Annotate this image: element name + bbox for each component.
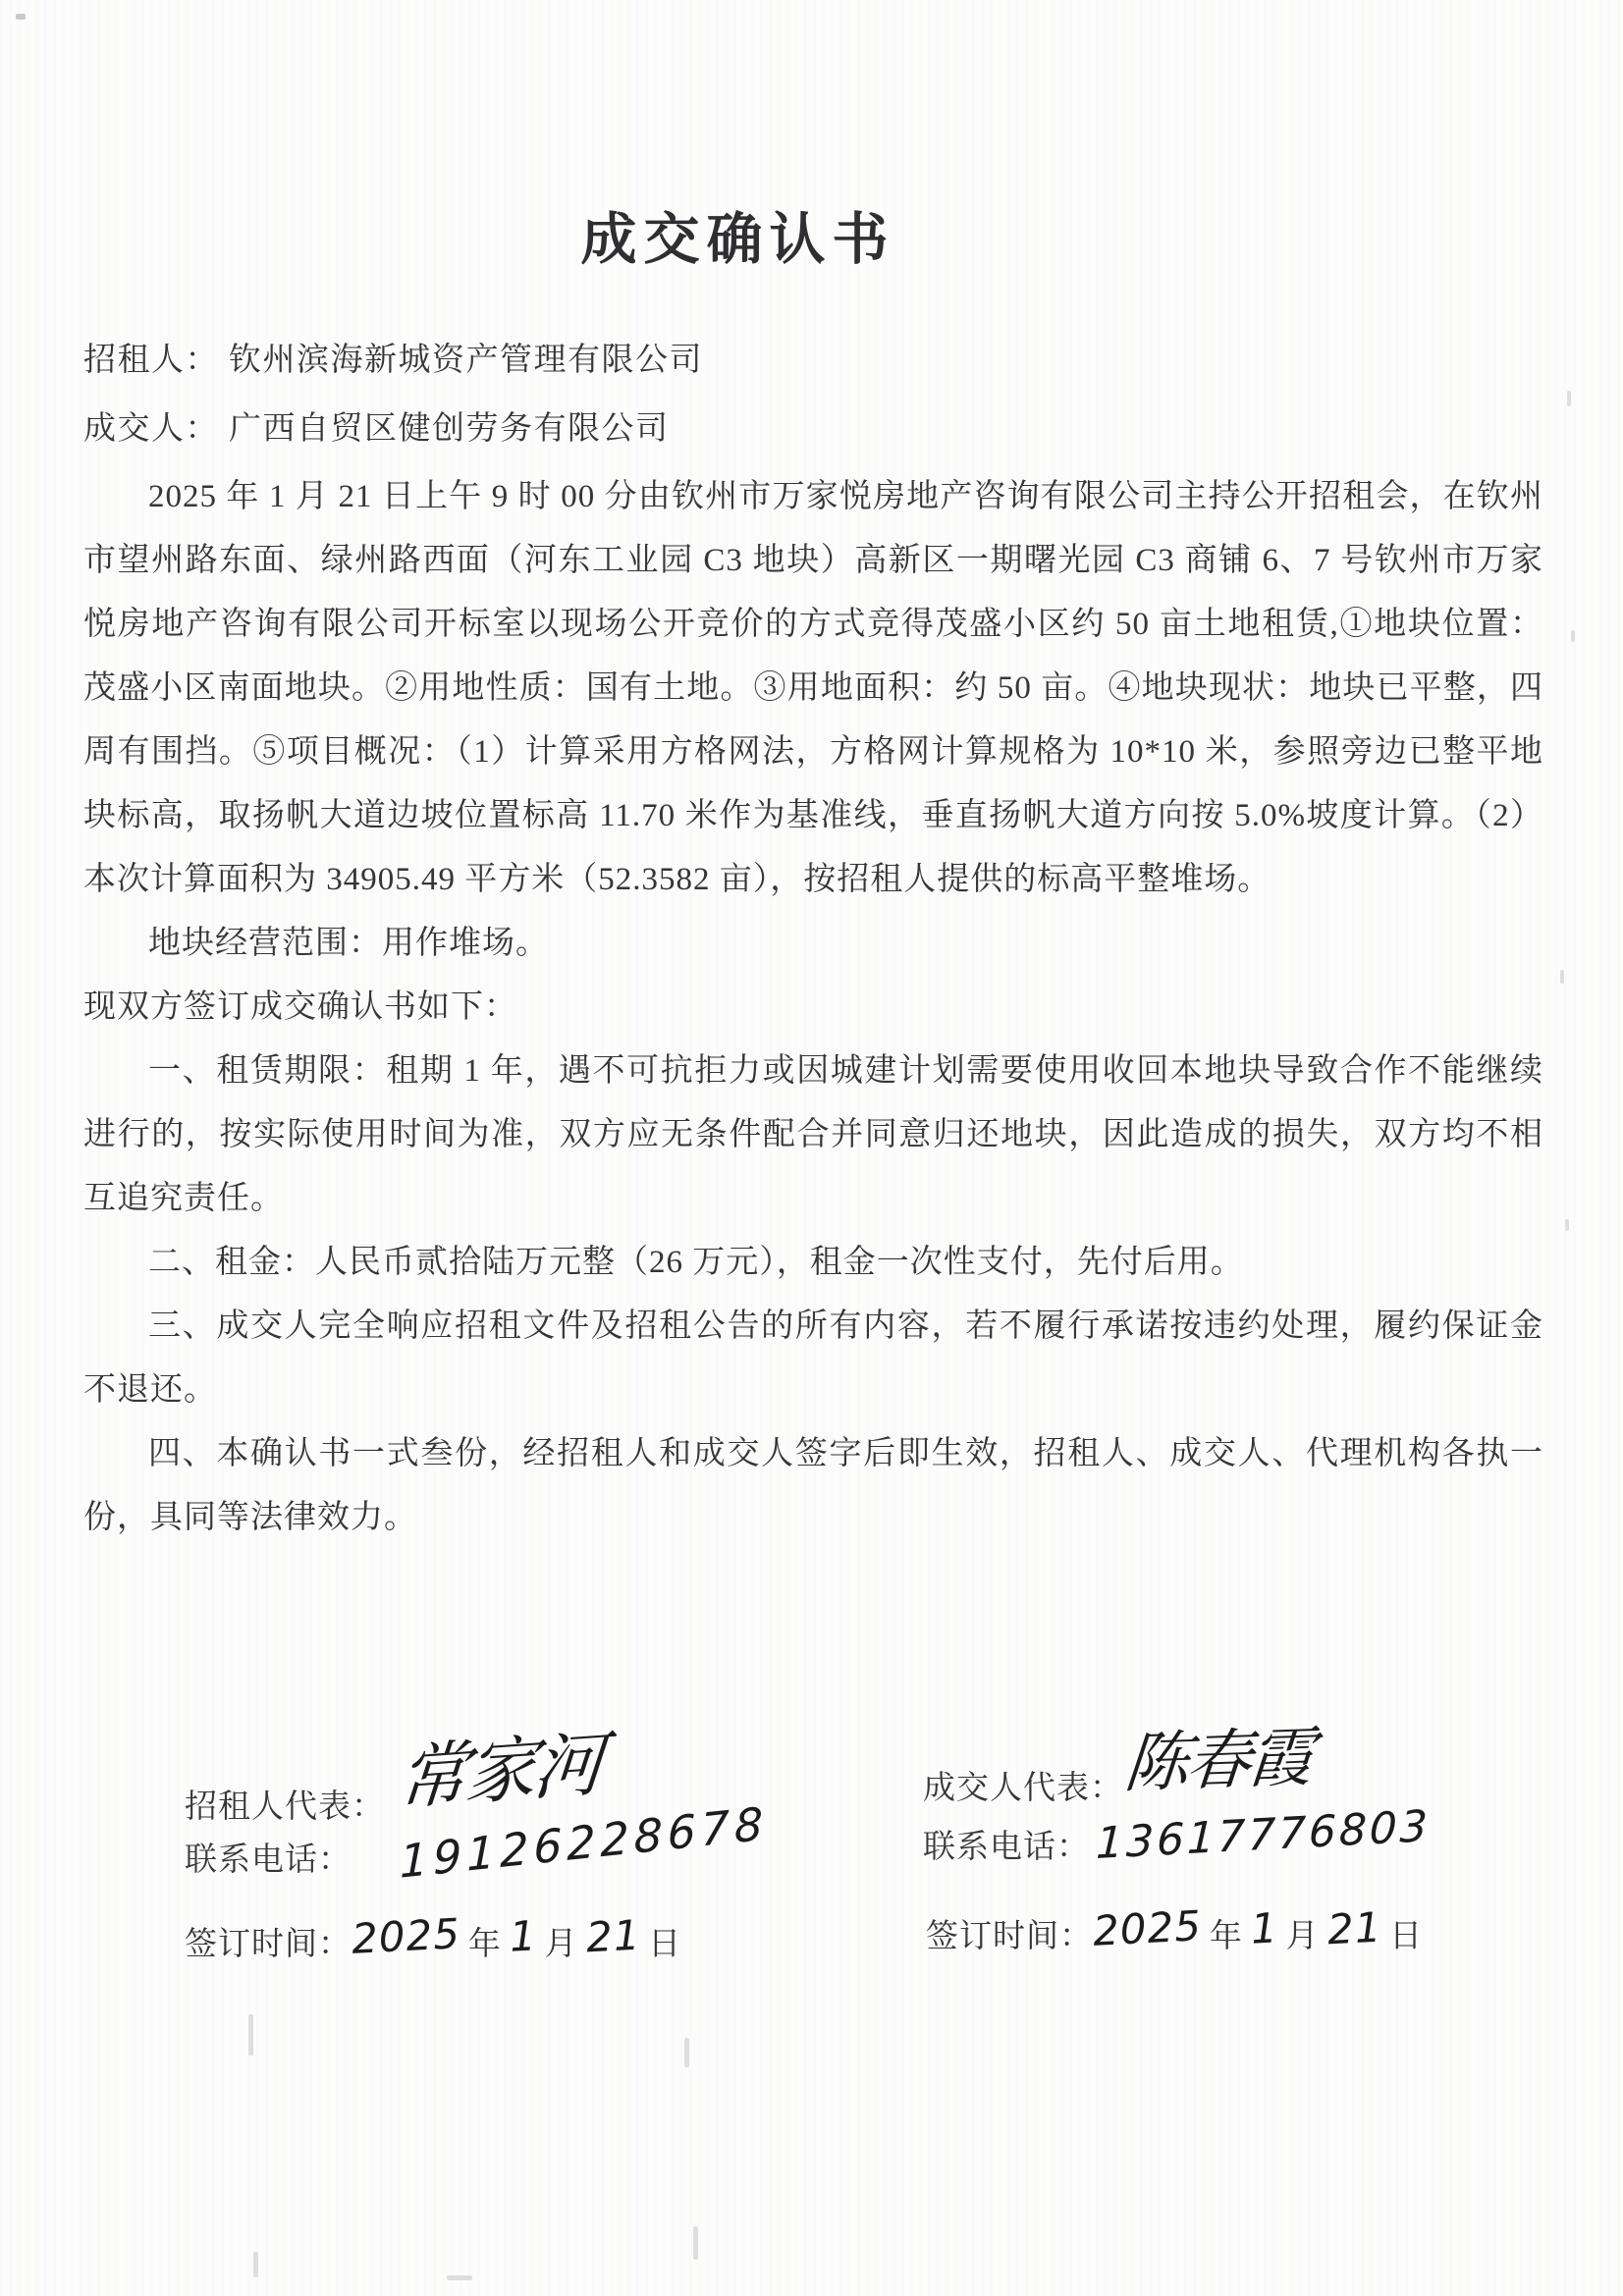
winner-rep-label: 成交人代表： [923, 1771, 1123, 1806]
winner-line [83, 395, 1546, 463]
winner-day-unit: 日 [1389, 1919, 1424, 1954]
document-body [83, 465, 1543, 1550]
scan-speck [1571, 630, 1575, 642]
lessor-phone-label: 联系电话： [185, 1842, 352, 1878]
winner-month-unit: 月 [1285, 1919, 1320, 1954]
lessor-rep-signature: 常家河 [395, 1722, 605, 1820]
scan-speck [1567, 391, 1571, 406]
winner-name: 广西自贸区健创劳务有限公司 [229, 411, 670, 447]
winner-date-month: 1 [1249, 1903, 1279, 1953]
winner-rep-signature: 陈春霞 [1121, 1719, 1314, 1802]
scan-speck [1565, 1219, 1569, 1231]
document-title: 成交确认书 [580, 209, 895, 271]
lessor-rep-label: 招租人代表： [185, 1789, 385, 1825]
scan-speck [16, 14, 26, 20]
winner-date-day: 21 [1325, 1902, 1383, 1954]
winner-date-row [926, 1901, 1431, 1956]
scan-smudge [684, 2038, 689, 2067]
clause-1-lease-term: 一、租赁期限：租期 1 年，遇不可抗拒力或因城建计划需要使用收回本地块导致合作不能继续进行的，按实际使用时间为准，双方应无条件配合并同意归还地块，因此造成的损失，双方均不相互追究责任。 [83, 1053, 1543, 1216]
scan-smudge [447, 2275, 472, 2280]
winner-rep-row [923, 1719, 1314, 1817]
paragraph-auction-details: 2025 年 1 月 21 日上午 9 时 00 分由钦州市万家悦房地产咨询有限公司主持公开招租会，在钦州市望州路东面、绿州路西面（河东工业园 C3 地块）高新区一期曙光园 C3 商铺 6、7 号钦州市万家悦房地产咨询有限公司开标室以现场公开竞价的方式竞得茂盛小区约 50 亩土地租赁,①地块位置：茂盛小区南面地块。②用地性质：国有土地。③用地面积：约 50 亩。④地块现状：地块已平整，四周有围挡。⑤项目概况：（1）计算采用方格网法，方格网计算规格为 10*10 米，参照旁边已整平地块标高，取扬帆大道边坡位置标高 11.70 米作为基准线，垂直扬帆大道方向按 5.0%坡度计算。（2）本次计算面积为 34905.49 平方米（52.3582 亩），按招租人提供的标高平整堆场。 [83, 479, 1543, 897]
lessor-date-month: 1 [508, 1911, 538, 1961]
winner-phone-number: 13617776803 [1095, 1800, 1432, 1870]
lessor-year-unit: 年 [467, 1927, 502, 1962]
lessor-day-unit: 日 [648, 1927, 682, 1962]
lessor-name: 钦州滨海新城资产管理有限公司 [229, 343, 703, 378]
lessor-phone-number: 19126228678 [400, 1796, 768, 1889]
scan-smudge [693, 2226, 698, 2260]
winner-date-label: 签订时间： [926, 1919, 1093, 1954]
party-block [83, 326, 1546, 463]
lessor-line [83, 326, 1546, 395]
winner-year-unit: 年 [1209, 1919, 1243, 1954]
winner-date-year: 2025 [1091, 1901, 1204, 1955]
winner-label: 成交人： [83, 411, 219, 447]
paragraph-business-scope: 地块经营范围：用作堆场。 [148, 926, 549, 961]
lessor-month-unit: 月 [544, 1927, 578, 1962]
scan-smudge [253, 2252, 258, 2277]
paragraph-agreement-intro: 现双方签订成交确认书如下： [83, 989, 517, 1025]
lessor-date-year: 2025 [350, 1909, 462, 1963]
clause-3-compliance: 三、成交人完全响应招租文件及招租公告的所有内容，若不履行承诺按违约处理，履约保证金不退还。 [83, 1308, 1543, 1408]
lessor-date-label: 签订时间： [185, 1927, 352, 1962]
lessor-label: 招租人： [83, 343, 219, 378]
scan-speck [1560, 970, 1564, 984]
scan-smudge [248, 2014, 253, 2056]
clause-2-rent: 二、租金：人民币贰拾陆万元整（26 万元），租金一次性支付，先付后用。 [148, 1245, 1244, 1280]
winner-phone-row [923, 1800, 1432, 1870]
winner-phone-label: 联系电话： [923, 1830, 1090, 1865]
clause-4-copies: 四、本确认书一式叁份，经招租人和成交人签字后即生效，招租人、成交人、代理机构各执一份，具同等法律效力。 [83, 1436, 1543, 1535]
lessor-date-day: 21 [584, 1910, 642, 1962]
lessor-date-row [185, 1909, 689, 1964]
